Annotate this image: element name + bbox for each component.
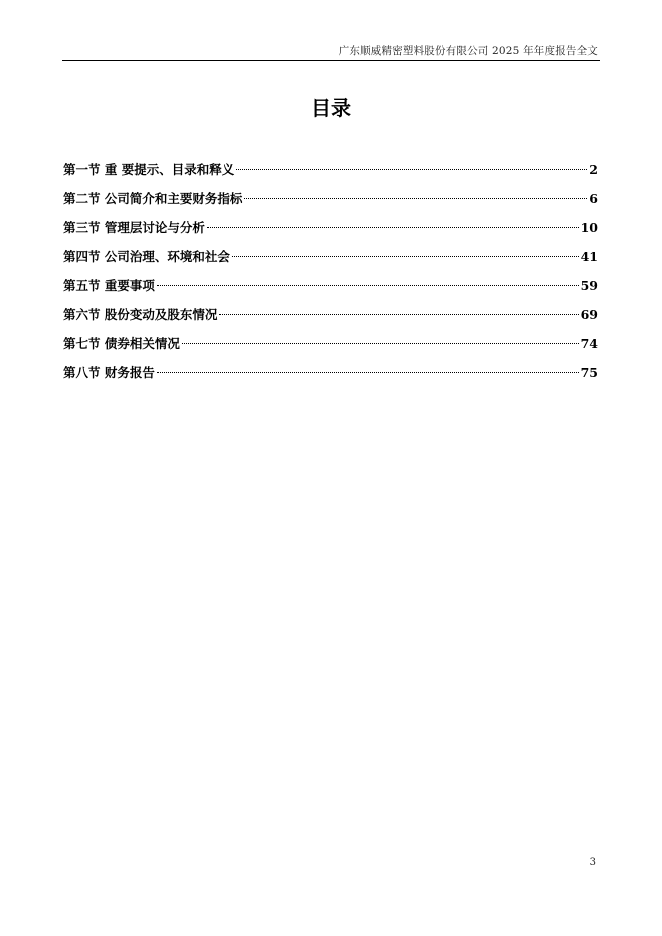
toc-entry[interactable] <box>63 218 598 247</box>
toc-entry-page: 74 <box>580 336 598 351</box>
table-of-contents <box>63 160 598 392</box>
page-header <box>62 38 600 61</box>
toc-entry-page: 75 <box>580 365 598 380</box>
toc-entry-page: 41 <box>580 249 598 264</box>
toc-entry-label: 第八节 财务报告 <box>63 365 155 380</box>
toc-entry[interactable] <box>63 247 598 276</box>
toc-entry-page: 69 <box>580 307 598 322</box>
toc-leader-dots <box>232 256 579 257</box>
toc-entry[interactable] <box>63 276 598 305</box>
header-text: 广东顺威精密塑料股份有限公司 2025 年年度报告全文 <box>338 45 598 57</box>
toc-entry[interactable] <box>63 305 598 334</box>
toc-entry-label: 第二节 公司简介和主要财务指标 <box>63 191 243 206</box>
toc-leader-dots <box>182 343 579 344</box>
toc-leader-dots <box>236 169 587 170</box>
toc-leader-dots <box>207 227 579 228</box>
toc-leader-dots <box>219 314 578 315</box>
toc-entry-label: 第三节 管理层讨论与分析 <box>63 220 205 235</box>
toc-entry-label: 第六节 股份变动及股东情况 <box>63 307 218 322</box>
toc-entry[interactable] <box>63 334 598 363</box>
toc-leader-dots <box>244 198 587 199</box>
toc-entry[interactable] <box>63 363 598 392</box>
toc-entry-page: 2 <box>589 162 598 177</box>
toc-entry-page: 59 <box>580 278 598 293</box>
toc-entry[interactable] <box>63 160 598 189</box>
toc-entry[interactable] <box>63 189 598 218</box>
toc-leader-dots <box>157 372 579 373</box>
toc-entry-page: 10 <box>580 220 598 235</box>
page-number: 3 <box>589 857 596 868</box>
toc-entry-label: 第五节 重要事项 <box>63 278 155 293</box>
toc-entry-label: 第四节 公司治理、环境和社会 <box>63 249 230 264</box>
toc-entry-page: 6 <box>589 191 598 206</box>
page-title: 目录 <box>311 96 351 120</box>
toc-leader-dots <box>157 285 579 286</box>
toc-entry-label: 第一节 重 要提示、目录和释义 <box>63 162 235 177</box>
toc-entry-label: 第七节 债券相关情况 <box>63 336 180 351</box>
